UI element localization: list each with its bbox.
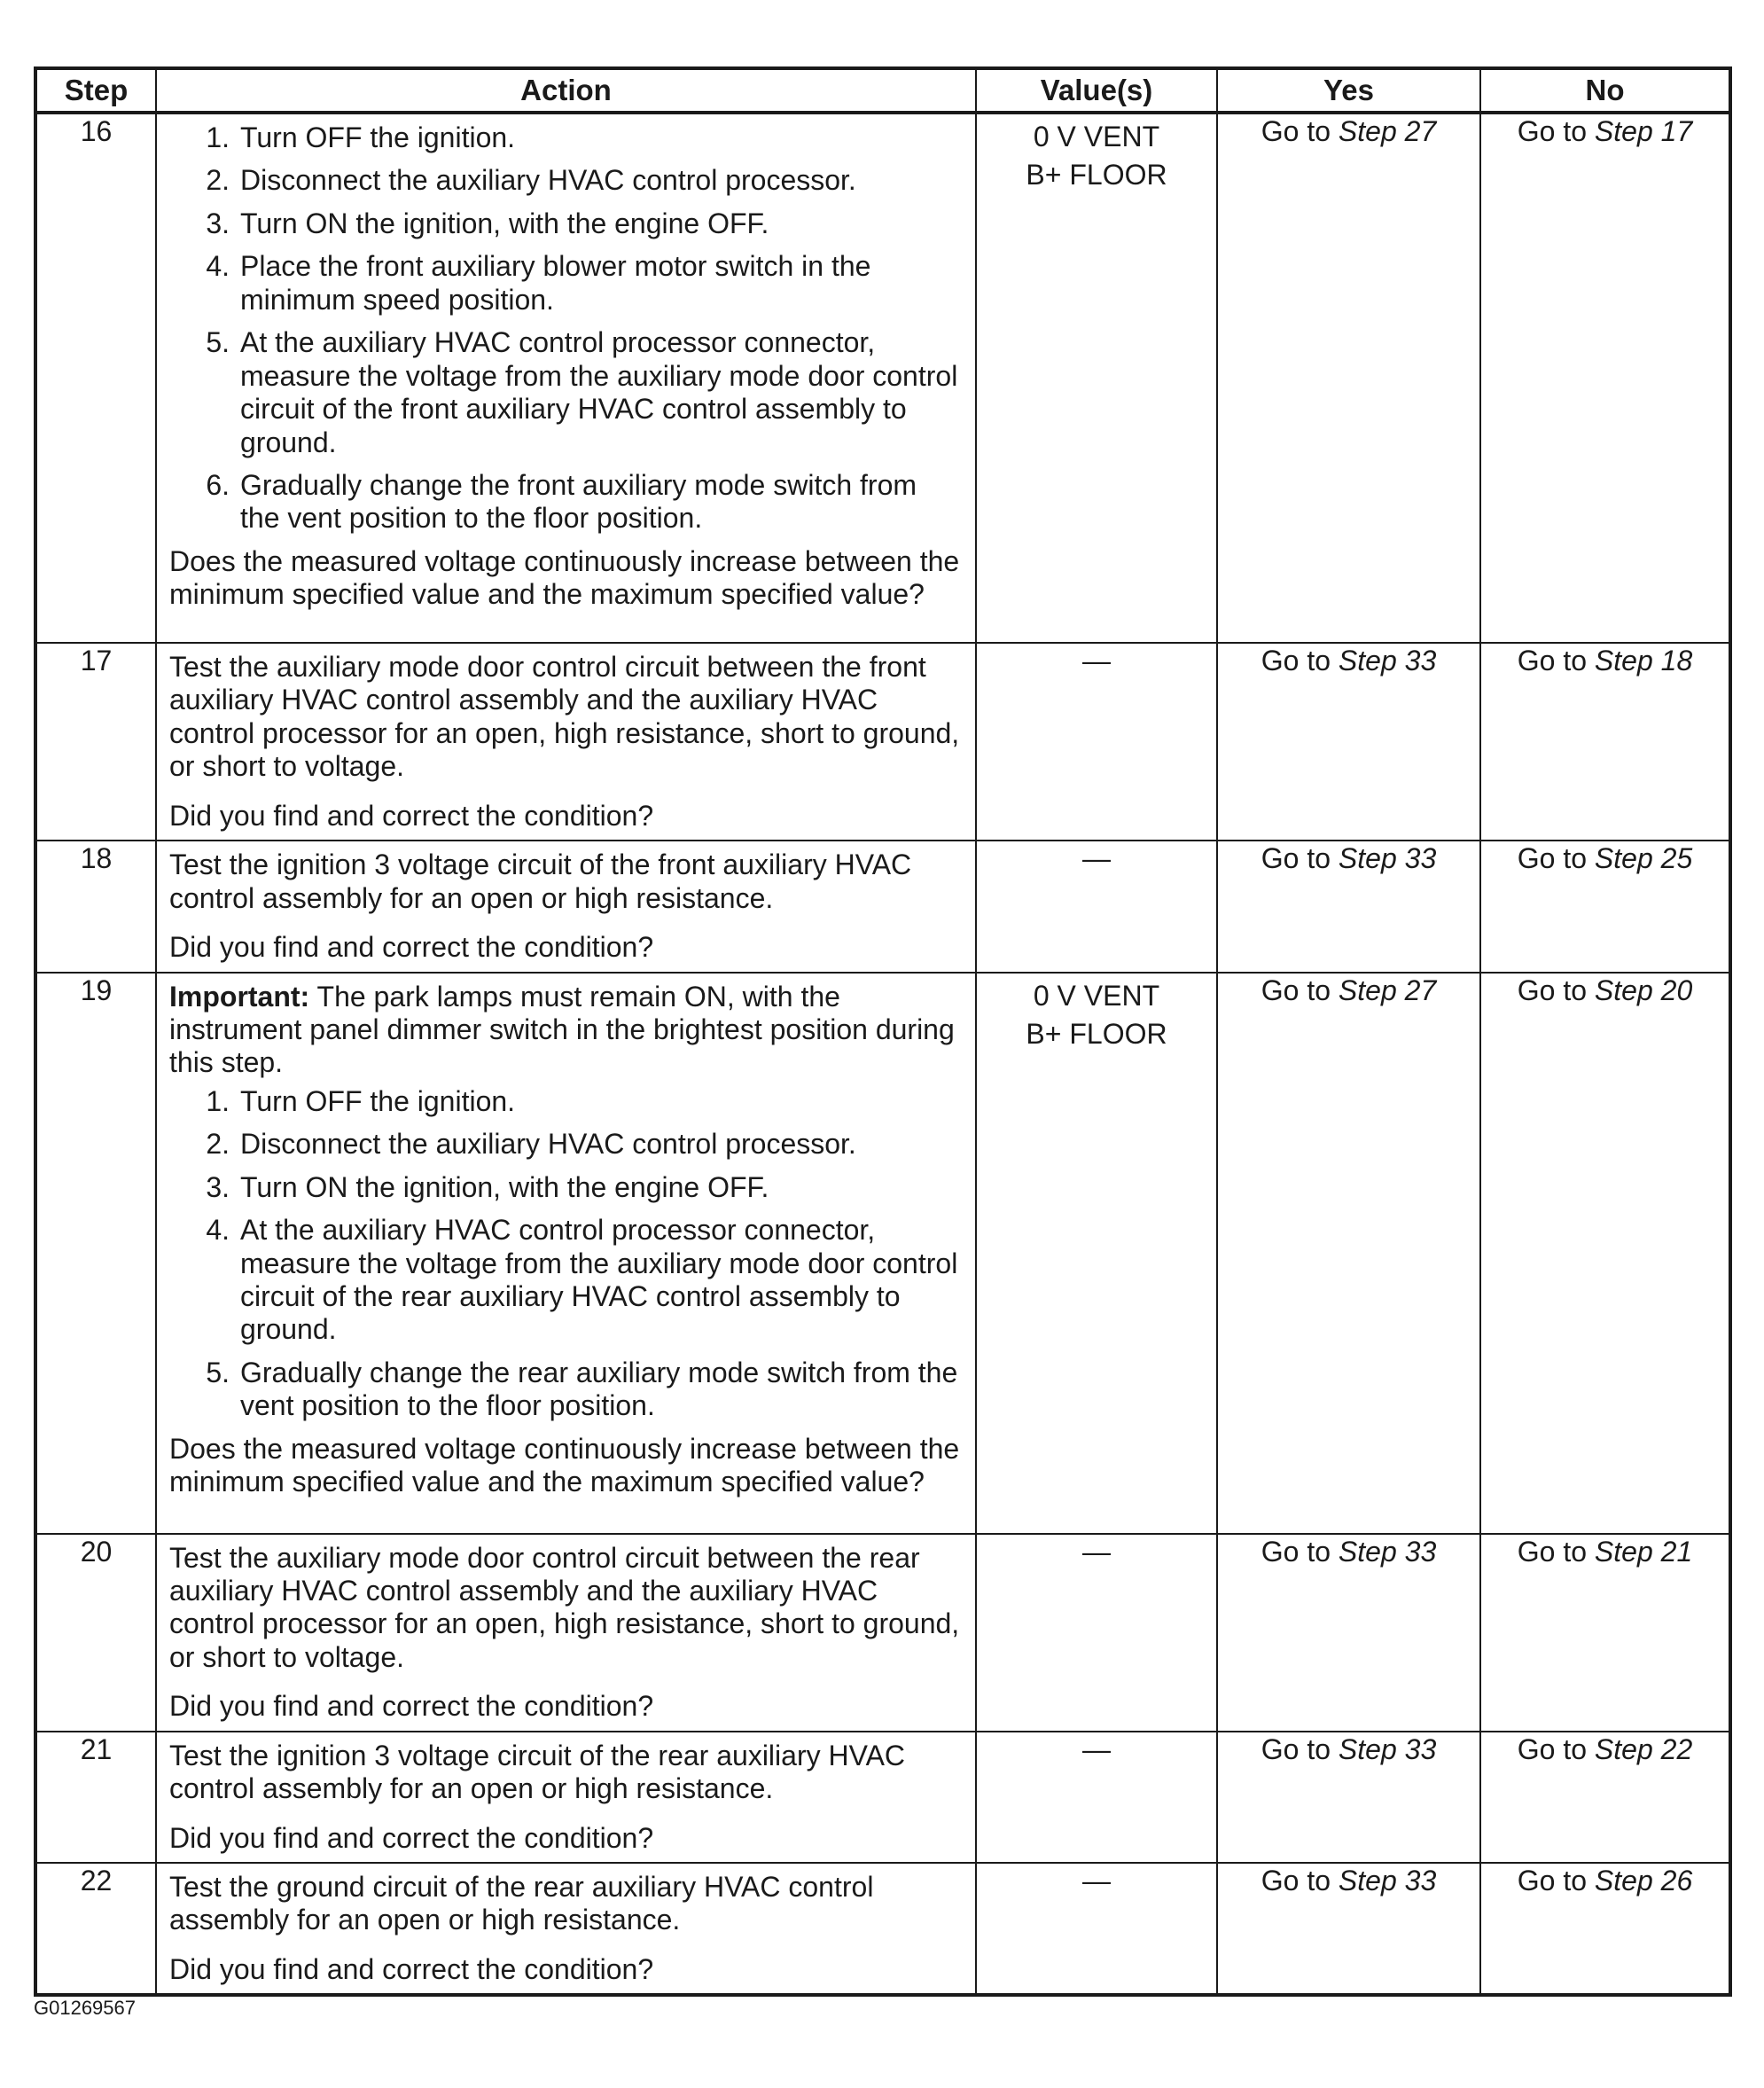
no-cell: Go to Step 25 xyxy=(1480,841,1730,972)
list-item: 3. Turn ON the ignition, with the engine OFF. xyxy=(206,207,769,239)
step-number: 16 xyxy=(35,113,156,643)
value-cell xyxy=(976,1863,1217,1995)
value-cell xyxy=(976,1732,1217,1863)
action-steps-list xyxy=(169,1085,963,1423)
action-text: Test the ground circuit of the rear auxiliary HVAC control assembly for an open or high resistance. xyxy=(169,1871,874,1936)
important-label: Important: xyxy=(169,980,310,1013)
table-row-step-16 xyxy=(35,113,1730,643)
figure-id: G01269567 xyxy=(34,1997,136,2019)
value-dash: — xyxy=(1082,1865,1111,1896)
yes-step-link: Step 33 xyxy=(1338,842,1437,875)
value-dash: — xyxy=(1082,645,1111,676)
table-row-step-20 xyxy=(35,1534,1730,1732)
no-cell: Go to Step 18 xyxy=(1480,643,1730,841)
list-item: 3. Turn ON the ignition, with the engine OFF. xyxy=(206,1170,769,1203)
action-text: Test the ignition 3 voltage circuit of the rear auxiliary HVAC control assembly for an open or high resistance. xyxy=(169,1739,906,1805)
value-line: B+ FLOOR xyxy=(1026,1017,1167,1050)
step-number: 21 xyxy=(35,1732,156,1863)
yes-step-link: Step 33 xyxy=(1338,1732,1437,1765)
action-cell xyxy=(156,1863,976,1995)
important-note: Important: The park lamps must remain ON, with the instrument panel dimmer switch in the brightest position during this step. xyxy=(169,980,955,1079)
yes-cell: Go to Step 33 xyxy=(1217,643,1480,841)
action-question: Did you find and correct the condition? xyxy=(169,931,654,964)
value-cell xyxy=(976,113,1217,643)
list-item: 5. At the auxiliary HVAC control processor connector, measure the voltage from the auxiliary mode door control circuit of the front auxiliary HVAC control assembly to ground. xyxy=(206,326,958,458)
action-cell xyxy=(156,113,976,643)
step-number: 17 xyxy=(35,643,156,841)
no-step-link: Step 18 xyxy=(1594,645,1693,676)
yes-step-link: Step 27 xyxy=(1338,115,1437,147)
header-yes: Yes xyxy=(1217,68,1480,113)
action-cell xyxy=(156,1534,976,1732)
value-cell xyxy=(976,841,1217,972)
list-item: 4. At the auxiliary HVAC control processor connector, measure the voltage from the auxiliary mode door control circuit of the rear auxiliary HVAC control assembly to ground. xyxy=(206,1214,958,1346)
yes-cell: Go to Step 33 xyxy=(1217,1732,1480,1863)
step-number: 22 xyxy=(35,1863,156,1995)
action-question: Did you find and correct the condition? xyxy=(169,799,654,832)
value-line: 0 V VENT xyxy=(1033,121,1160,152)
yes-step-link: Step 33 xyxy=(1338,645,1437,676)
step-number: 20 xyxy=(35,1534,156,1732)
table-row-step-17 xyxy=(35,643,1730,841)
diagnostic-table-page xyxy=(34,66,1729,1997)
list-item: 4. Place the front auxiliary blower motor switch in the minimum speed position. xyxy=(206,250,871,316)
no-cell: Go to Step 22 xyxy=(1480,1732,1730,1863)
no-step-link: Step 25 xyxy=(1594,842,1693,875)
no-step-link: Step 22 xyxy=(1594,1732,1693,1765)
no-cell: Go to Step 26 xyxy=(1480,1863,1730,1995)
no-step-link: Step 20 xyxy=(1594,974,1693,1006)
action-text: Test the auxiliary mode door control circuit between the rear auxiliary HVAC control assembly and the auxiliary HVAC control processor for an open, high resistance, short to ground, or short to voltage. xyxy=(169,1541,960,1673)
header-action: Action xyxy=(156,68,976,113)
action-cell xyxy=(156,841,976,972)
diagnostic-steps-table xyxy=(34,66,1732,1997)
action-question: Does the measured voltage continuously increase between the minimum specified value and the maximum specified value? xyxy=(169,1432,960,1498)
value-dash: — xyxy=(1082,842,1111,875)
action-question: Did you find and correct the condition? xyxy=(169,1952,654,1985)
header-values: Value(s) xyxy=(976,68,1217,113)
no-cell: Go to Step 21 xyxy=(1480,1534,1730,1732)
table-row-step-22 xyxy=(35,1863,1730,1995)
table-row-step-21 xyxy=(35,1732,1730,1863)
step-number: 18 xyxy=(35,841,156,972)
value-line: 0 V VENT xyxy=(1033,979,1160,1012)
header-no: No xyxy=(1480,68,1730,113)
action-cell xyxy=(156,643,976,841)
no-step-link: Step 21 xyxy=(1594,1535,1693,1568)
yes-cell: Go to Step 33 xyxy=(1217,1863,1480,1995)
list-item: 2. Disconnect the auxiliary HVAC control processor. xyxy=(206,164,856,197)
yes-cell: Go to Step 27 xyxy=(1217,113,1480,643)
no-cell: Go to Step 20 xyxy=(1480,973,1730,1534)
no-step-link: Step 26 xyxy=(1594,1865,1693,1896)
list-item: 6. Gradually change the front auxiliary mode switch from the vent position to the floor position. xyxy=(206,468,917,535)
yes-step-link: Step 27 xyxy=(1338,974,1437,1006)
value-dash: — xyxy=(1082,1535,1111,1568)
list-item: 1. Turn OFF the ignition. xyxy=(206,121,516,153)
action-steps-list xyxy=(169,121,963,536)
value-dash: — xyxy=(1082,1732,1111,1765)
list-item: 1. Turn OFF the ignition. xyxy=(206,1084,516,1117)
step-number: 19 xyxy=(35,973,156,1534)
no-cell: Go to Step 17 xyxy=(1480,113,1730,643)
list-item: 5. Gradually change the rear auxiliary mode switch from the vent position to the floor position. xyxy=(206,1356,958,1422)
action-cell xyxy=(156,973,976,1534)
table-header-row xyxy=(35,68,1730,113)
yes-cell: Go to Step 33 xyxy=(1217,841,1480,972)
yes-step-link: Step 33 xyxy=(1338,1865,1437,1896)
yes-step-link: Step 33 xyxy=(1338,1535,1437,1568)
header-step: Step xyxy=(35,68,156,113)
yes-cell: Go to Step 27 xyxy=(1217,973,1480,1534)
value-cell xyxy=(976,1534,1217,1732)
no-step-link: Step 17 xyxy=(1594,115,1693,147)
action-text: Test the auxiliary mode door control circuit between the front auxiliary HVAC control assembly and the auxiliary HVAC control processor for an open, high resistance, short to ground, or short to voltage. xyxy=(169,651,960,783)
action-question: Does the measured voltage continuously increase between the minimum specified value and the maximum specified value? xyxy=(169,544,960,611)
action-question: Did you find and correct the condition? xyxy=(169,1690,654,1723)
value-cell xyxy=(976,973,1217,1534)
list-item: 2. Disconnect the auxiliary HVAC control processor. xyxy=(206,1128,856,1161)
value-line: B+ FLOOR xyxy=(1026,159,1167,192)
table-row-step-19 xyxy=(35,973,1730,1534)
value-cell xyxy=(976,643,1217,841)
action-text: Test the ignition 3 voltage circuit of the front auxiliary HVAC control assembly for an open or high resistance. xyxy=(169,848,912,914)
table-row-step-18 xyxy=(35,841,1730,972)
yes-cell: Go to Step 33 xyxy=(1217,1534,1480,1732)
action-question: Did you find and correct the condition? xyxy=(169,1821,654,1854)
action-cell xyxy=(156,1732,976,1863)
